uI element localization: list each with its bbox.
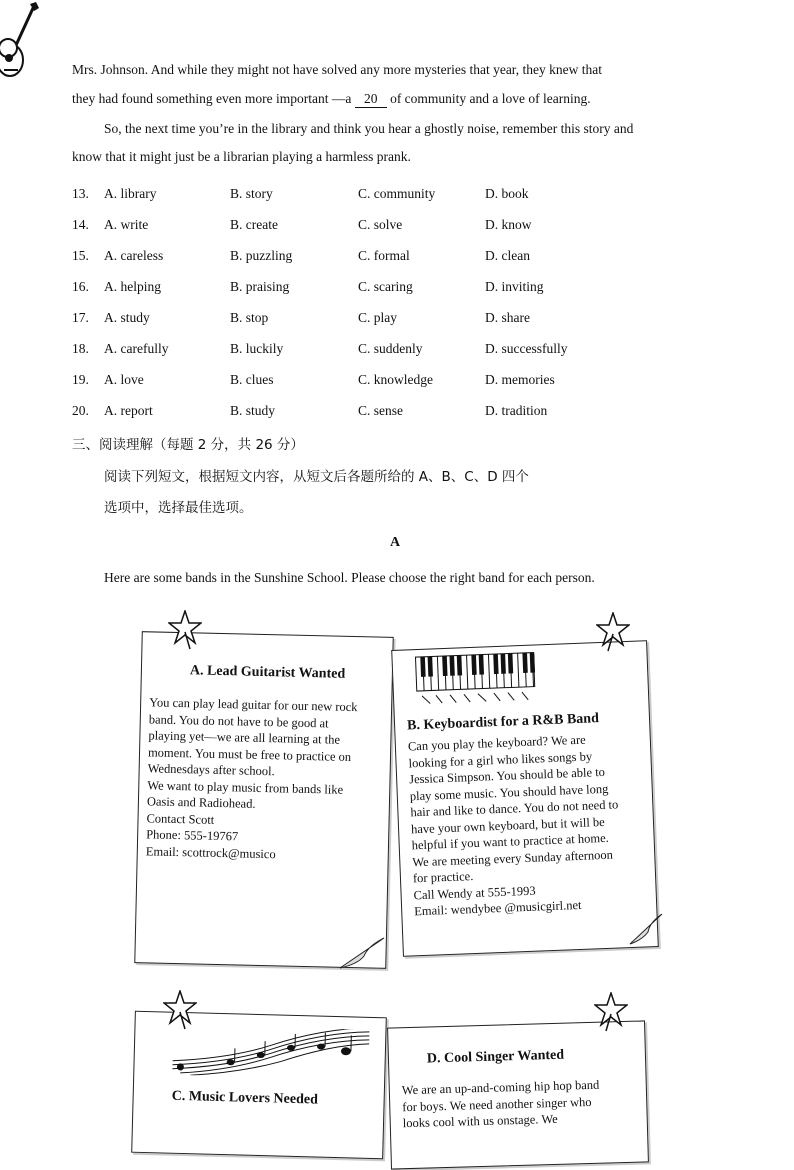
note-line: Call Wendy at 555-1993 — [413, 879, 621, 903]
option-a: A. careless — [104, 248, 163, 264]
note-a-title: A. Lead Guitarist Wanted — [190, 663, 346, 683]
note-line: looks cool with us onstage. We — [403, 1110, 601, 1132]
page-curl-icon — [628, 912, 664, 946]
question-number: 18. — [72, 341, 89, 357]
note-line: for practice. — [413, 862, 621, 886]
keyboard-icon — [414, 652, 536, 707]
option-b: B. puzzling — [230, 248, 292, 264]
passage-line-1: Mrs. Johnson. And while they might not have solved any more mysteries that year, they knew that — [72, 62, 602, 78]
option-b: B. study — [230, 403, 275, 419]
question-number: 15. — [72, 248, 89, 264]
option-d: D. successfully — [485, 341, 567, 357]
question-number: 19. — [72, 372, 89, 388]
note-b — [391, 640, 659, 957]
section-instruction-1: 阅读下列短文，根据短文内容，从短文后各题所给的 A、B、C、D 四个 — [104, 465, 529, 485]
note-b-body — [408, 730, 623, 919]
question-number: 16. — [72, 279, 89, 295]
option-a: A. study — [104, 310, 150, 326]
option-b: B. create — [230, 217, 278, 233]
note-line: We want to play music from bands like — [147, 777, 356, 798]
note-line: playing yet—we are all learning at the — [148, 727, 357, 748]
option-c: C. play — [358, 310, 397, 326]
option-d: D. share — [485, 310, 530, 326]
question-number: 13. — [72, 186, 89, 202]
note-line: Oasis and Radiohead. — [147, 793, 356, 814]
option-a: A. report — [104, 403, 153, 419]
option-a: A. carefully — [104, 341, 168, 357]
guitar-icon — [0, 2, 40, 82]
passage-line-4: know that it might just be a librarian playing a harmless prank. — [72, 149, 411, 165]
option-d: D. inviting — [485, 279, 544, 295]
question-number: 14. — [72, 217, 89, 233]
option-b: B. stop — [230, 310, 268, 326]
option-a: A. love — [104, 372, 144, 388]
note-line: Wednesdays after school. — [147, 760, 356, 781]
note-line: play some music. You should have long — [410, 780, 618, 804]
note-line: band. You do not have to be good at — [149, 711, 358, 732]
star-pin-icon — [163, 990, 197, 1030]
note-line: helpful if you want to practice at home. — [411, 829, 619, 853]
note-a-body — [146, 694, 358, 864]
option-c: C. community — [358, 186, 435, 202]
note-c-title: C. Music Lovers Needed — [171, 1089, 318, 1109]
note-line: have your own keyboard, but it will be — [411, 813, 619, 837]
question-number: 17. — [72, 310, 89, 326]
note-line: Email: wendybee @musicgirl.net — [414, 895, 622, 919]
option-b: B. luckily — [230, 341, 283, 357]
option-a: A. helping — [104, 279, 161, 295]
passage-line-2-end: of community and a love of learning. — [390, 91, 591, 106]
note-line: You can play lead guitar for our new rock — [149, 694, 358, 715]
option-a: A. library — [104, 186, 156, 202]
star-pin-icon — [168, 610, 202, 650]
note-line: Phone: 555-19767 — [146, 826, 355, 847]
question-number: 20. — [72, 403, 89, 419]
option-b: B. clues — [230, 372, 274, 388]
option-d: D. book — [485, 186, 529, 202]
option-d: D. tradition — [485, 403, 547, 419]
note-d — [387, 1020, 649, 1169]
blank-20: 20 — [355, 91, 387, 108]
note-line: looking for a girl who likes songs by — [408, 747, 616, 771]
option-c: C. suddenly — [358, 341, 423, 357]
option-b: B. story — [230, 186, 273, 202]
note-line: We are meeting every Sunday afternoon — [412, 846, 620, 870]
note-b-title: B. Keyboardist for a R&B Band — [407, 711, 599, 734]
note-d-title: D. Cool Singer Wanted — [427, 1048, 565, 1068]
note-line: Contact Scott — [146, 810, 355, 831]
passage-line-2-start: they had found something even more important —a — [72, 91, 351, 106]
passage-line-3: So, the next time you’re in the library and think you hear a ghostly noise, remember this story and — [104, 121, 633, 137]
note-a — [134, 631, 393, 969]
option-d: D. memories — [485, 372, 555, 388]
option-c: C. solve — [358, 217, 402, 233]
music-notes-icon — [170, 1025, 371, 1080]
note-line: Can you play the keyboard? We are — [408, 730, 616, 754]
note-line: for boys. We need another singer who — [402, 1093, 600, 1115]
option-c: C. formal — [358, 248, 410, 264]
passage-intro: Here are some bands in the Sunshine School. Please choose the right band for each person. — [104, 570, 595, 586]
option-d: D. clean — [485, 248, 530, 264]
section-instruction-2: 选项中，选择最佳选项。 — [104, 496, 253, 516]
note-line: Jessica Simpson. You should be able to — [409, 763, 617, 787]
passage-line-2 — [72, 91, 591, 108]
star-pin-icon — [594, 992, 628, 1032]
star-pin-icon — [596, 612, 630, 652]
section-title: 三、阅读理解（每题 2 分，共 26 分） — [72, 433, 304, 453]
page-curl-icon — [338, 936, 388, 970]
option-b: B. praising — [230, 279, 289, 295]
note-line: moment. You must be free to practice on — [148, 744, 357, 765]
note-line: We are an up-and-coming hip hop band — [402, 1077, 600, 1099]
note-line: Email: scottrock@musico — [146, 843, 355, 864]
passage-heading: A — [390, 535, 400, 551]
note-c — [131, 1011, 387, 1160]
option-c: C. scaring — [358, 279, 413, 295]
option-a: A. write — [104, 217, 148, 233]
option-c: C. knowledge — [358, 372, 433, 388]
option-c: C. sense — [358, 403, 403, 419]
option-d: D. know — [485, 217, 532, 233]
note-line: hair and like to dance. You do not need to — [410, 796, 618, 820]
note-d-body — [402, 1077, 601, 1132]
